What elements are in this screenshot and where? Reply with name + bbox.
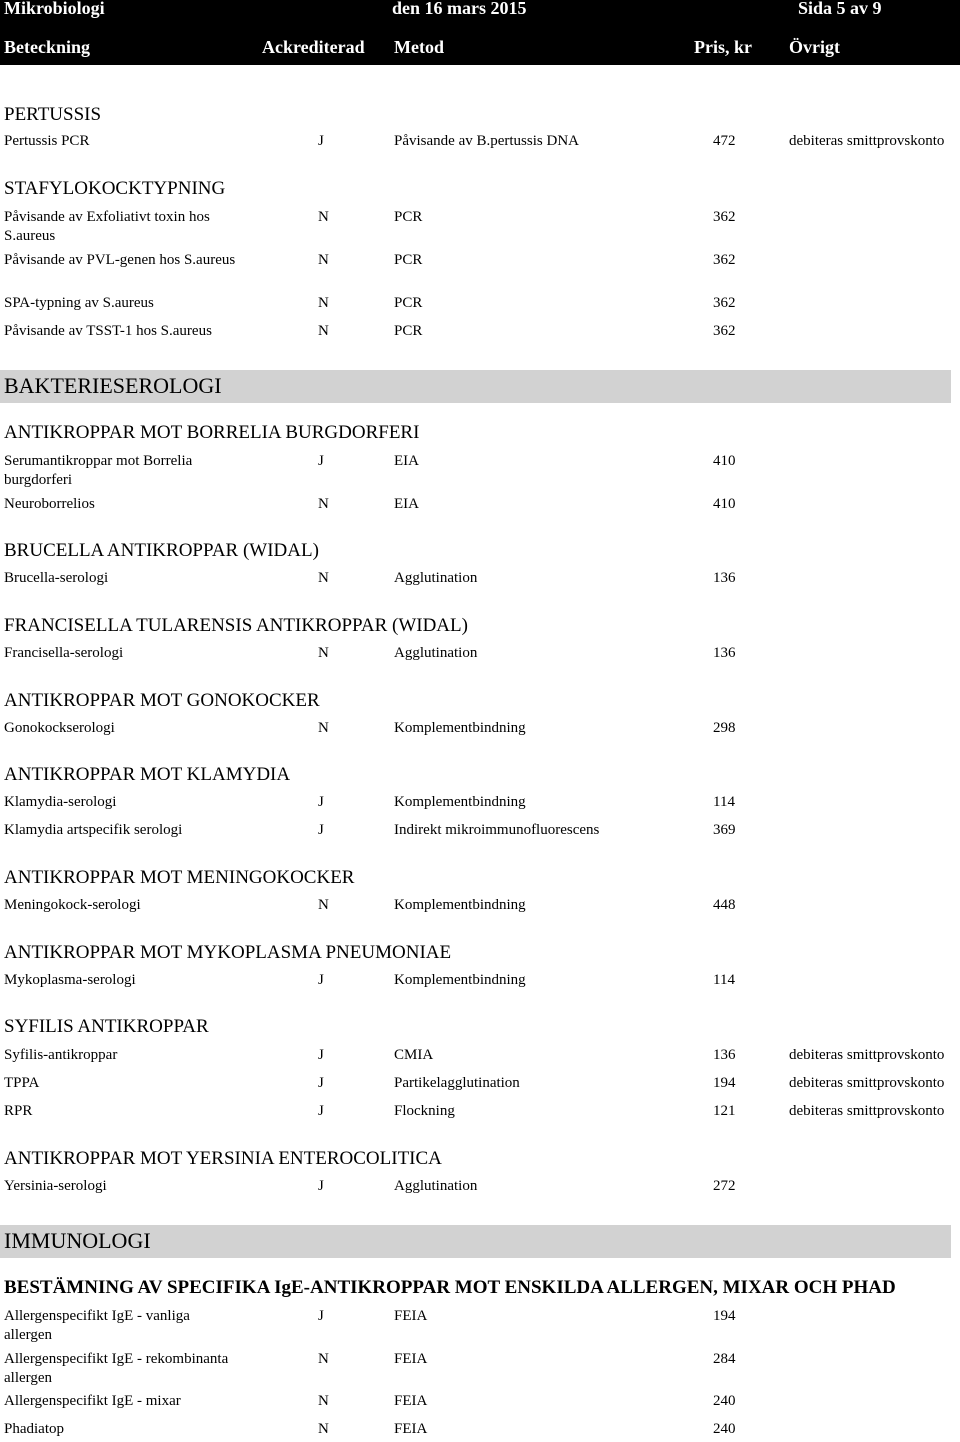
row-metod: Påvisande av B.pertussis DNA xyxy=(394,133,579,149)
section-title: ANTIKROPPAR MOT BORRELIA BURGDORFERI xyxy=(4,422,420,443)
row-beteckning: Brucella-serologi xyxy=(4,570,109,586)
row-metod: FEIA xyxy=(394,1308,428,1324)
row-pris: 284 xyxy=(713,1351,736,1367)
row-metod: Komplementbindning xyxy=(394,720,526,736)
section-title: PERTUSSIS xyxy=(4,104,102,125)
row-ackrediterad: N xyxy=(318,645,329,661)
row-ovrigt: debiteras smittprovskonto xyxy=(789,1103,945,1119)
row-ackrediterad: J xyxy=(318,972,324,988)
row-beteckning: Mykoplasma-serologi xyxy=(4,972,136,988)
row-beteckning: Påvisande av TSST-1 hos S.aureus xyxy=(4,323,212,339)
row-ackrediterad: N xyxy=(318,252,329,268)
row-ackrediterad: J xyxy=(318,453,324,469)
row-beteckning: Yersinia-serologi xyxy=(4,1178,107,1194)
page-number: Sida 5 av 9 xyxy=(798,0,882,18)
row-pris: 194 xyxy=(713,1075,736,1091)
row-beteckning: Allergenspecifikt IgE - mixar xyxy=(4,1393,181,1409)
row-pris: 362 xyxy=(713,252,736,268)
section-title: STAFYLOKOCKTYPNING xyxy=(4,178,226,199)
column-header-ovrigt: Övrigt xyxy=(789,37,840,57)
row-ackrediterad: N xyxy=(318,323,329,339)
row-beteckning: RPR xyxy=(4,1103,33,1119)
row-ackrediterad: J xyxy=(318,1047,324,1063)
row-pris: 448 xyxy=(713,897,736,913)
row-pris: 114 xyxy=(713,972,735,988)
row-ackrediterad: J xyxy=(318,1178,324,1194)
row-beteckning: Klamydia artspecifik serologi xyxy=(4,822,183,838)
row-beteckning: Påvisande av Exfoliativt toxin hos S.aureus xyxy=(4,209,210,244)
row-ackrediterad: N xyxy=(318,1393,329,1409)
row-pris: 240 xyxy=(713,1421,736,1437)
row-ackrediterad: J xyxy=(318,794,324,810)
row-ackrediterad: N xyxy=(318,209,329,225)
row-ackrediterad: J xyxy=(318,1075,324,1091)
row-beteckning: Klamydia-serologi xyxy=(4,794,117,810)
row-beteckning: Allergenspecifikt IgE - vanliga allergen xyxy=(4,1308,190,1343)
column-header-ackrediterad: Ackrediterad xyxy=(262,37,365,57)
row-pris: 298 xyxy=(713,720,736,736)
row-pris: 369 xyxy=(713,822,736,838)
row-metod: PCR xyxy=(394,252,423,268)
row-pris: 410 xyxy=(713,453,736,469)
column-header-metod: Metod xyxy=(394,37,444,57)
row-beteckning: Allergenspecifikt IgE - rekombinanta allergen xyxy=(4,1351,229,1386)
row-ackrediterad: J xyxy=(318,1308,324,1324)
row-beteckning: Neuroborrelios xyxy=(4,496,95,512)
row-ackrediterad: N xyxy=(318,1351,329,1367)
row-metod: Partikelagglutination xyxy=(394,1075,520,1091)
row-ackrediterad: N xyxy=(318,720,329,736)
row-beteckning: Meningokock-serologi xyxy=(4,897,141,913)
row-ackrediterad: J xyxy=(318,133,324,149)
section-title: BRUCELLA ANTIKROPPAR (WIDAL) xyxy=(4,540,319,561)
row-metod: PCR xyxy=(394,323,423,339)
row-metod: Komplementbindning xyxy=(394,897,526,913)
row-ackrediterad: N xyxy=(318,295,329,311)
row-beteckning: Pertussis PCR xyxy=(4,133,90,149)
row-metod: FEIA xyxy=(394,1393,428,1409)
row-beteckning: Phadiatop xyxy=(4,1421,64,1437)
row-ackrediterad: J xyxy=(318,822,324,838)
row-pris: 362 xyxy=(713,209,736,225)
row-ackrediterad: J xyxy=(318,1103,324,1119)
row-beteckning: TPPA xyxy=(4,1075,40,1091)
row-metod: Flockning xyxy=(394,1103,455,1119)
category-title: BAKTERIESEROLOGI xyxy=(4,373,222,398)
row-metod: FEIA xyxy=(394,1351,428,1367)
row-pris: 114 xyxy=(713,794,735,810)
row-metod: Agglutination xyxy=(394,645,478,661)
column-header-beteckning: Beteckning xyxy=(4,37,91,57)
row-pris: 272 xyxy=(713,1178,736,1194)
row-beteckning: SPA-typning av S.aureus xyxy=(4,295,154,311)
row-ovrigt: debiteras smittprovskonto xyxy=(789,133,945,149)
row-pris: 136 xyxy=(713,570,736,586)
section-title: ANTIKROPPAR MOT YERSINIA ENTEROCOLITICA xyxy=(4,1148,442,1169)
row-beteckning: Syfilis-antikroppar xyxy=(4,1047,118,1063)
section-title: ANTIKROPPAR MOT GONOKOCKER xyxy=(4,690,320,711)
row-pris: 136 xyxy=(713,1047,736,1063)
row-metod: Indirekt mikroimmunofluorescens xyxy=(394,822,600,838)
section-title: BESTÄMNING AV SPECIFIKA IgE-ANTIKROPPAR MOT ENSKILDA ALLERGEN, MIXAR OCH PHAD xyxy=(4,1277,896,1298)
row-ovrigt: debiteras smittprovskonto xyxy=(789,1075,945,1091)
row-metod: EIA xyxy=(394,453,419,469)
row-pris: 362 xyxy=(713,323,736,339)
section-title: ANTIKROPPAR MOT MENINGOKOCKER xyxy=(4,867,355,888)
row-pris: 121 xyxy=(713,1103,736,1119)
row-ackrediterad: N xyxy=(318,496,329,512)
section-title: ANTIKROPPAR MOT KLAMYDIA xyxy=(4,764,291,785)
row-metod: PCR xyxy=(394,295,423,311)
row-pris: 194 xyxy=(713,1308,736,1324)
row-beteckning: Serumantikroppar mot Borrelia burgdorferi xyxy=(4,453,193,488)
row-metod: Komplementbindning xyxy=(394,972,526,988)
row-beteckning: Gonokockserologi xyxy=(4,720,115,736)
row-beteckning: Påvisande av PVL-genen hos S.aureus xyxy=(4,252,236,268)
row-pris: 410 xyxy=(713,496,736,512)
row-pris: 362 xyxy=(713,295,736,311)
row-beteckning: Francisella-serologi xyxy=(4,645,124,661)
row-metod: FEIA xyxy=(394,1421,428,1437)
section-title: FRANCISELLA TULARENSIS ANTIKROPPAR (WIDAL) xyxy=(4,615,468,636)
row-ackrediterad: N xyxy=(318,897,329,913)
document-date: den 16 mars 2015 xyxy=(392,0,527,18)
section-title: ANTIKROPPAR MOT MYKOPLASMA PNEUMONIAE xyxy=(4,942,452,963)
section-title: SYFILIS ANTIKROPPAR xyxy=(4,1016,209,1037)
row-pris: 136 xyxy=(713,645,736,661)
row-ackrediterad: N xyxy=(318,570,329,586)
row-metod: EIA xyxy=(394,496,419,512)
row-ovrigt: debiteras smittprovskonto xyxy=(789,1047,945,1063)
row-metod: Agglutination xyxy=(394,1178,478,1194)
row-pris: 240 xyxy=(713,1393,736,1409)
row-metod: PCR xyxy=(394,209,423,225)
row-metod: Agglutination xyxy=(394,570,478,586)
row-pris: 472 xyxy=(713,133,736,149)
category-band xyxy=(0,1225,951,1258)
row-metod: Komplementbindning xyxy=(394,794,526,810)
department-title: Mikrobiologi xyxy=(4,0,105,18)
category-band xyxy=(0,370,951,403)
row-ackrediterad: N xyxy=(318,1421,329,1437)
category-title: IMMUNOLOGI xyxy=(4,1228,151,1253)
column-header-pris: Pris, kr xyxy=(694,37,752,57)
row-metod: CMIA xyxy=(394,1047,434,1063)
